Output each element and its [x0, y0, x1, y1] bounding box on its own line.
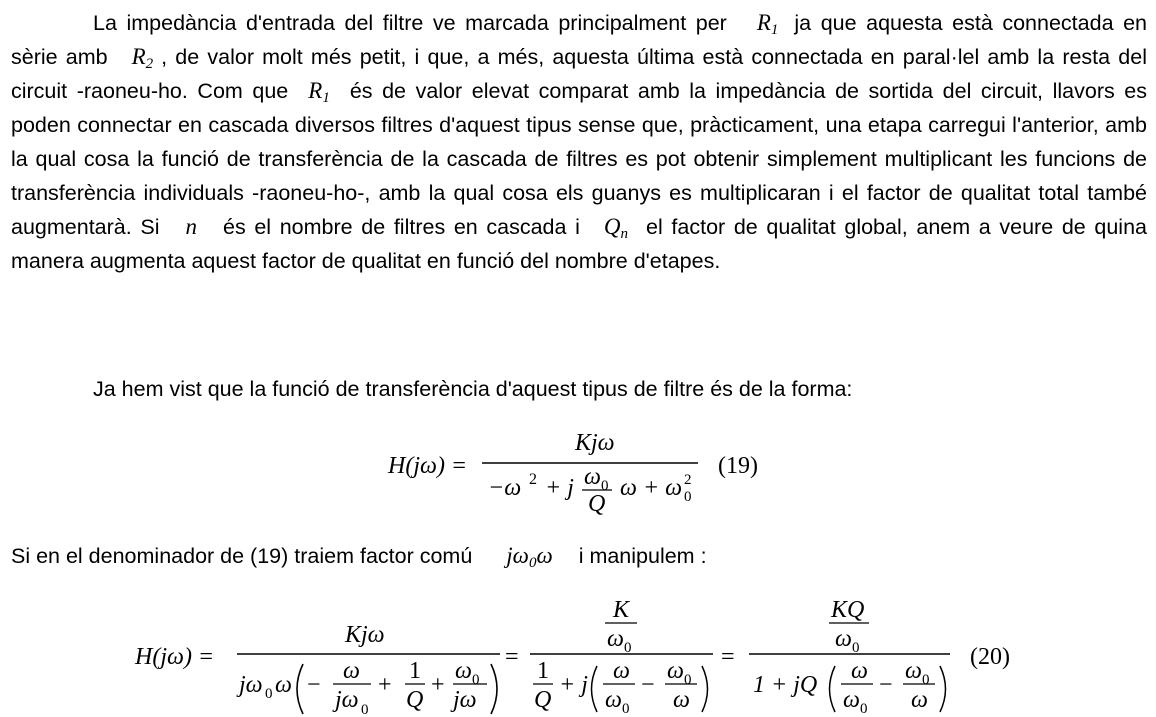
eq20-right-paren [491, 664, 497, 714]
math-r2: $R_2$ [131, 44, 154, 72]
equation-19 [380, 418, 780, 518]
svg-text:ω: ω [851, 658, 868, 684]
svg-text:−: − [879, 672, 893, 698]
svg-text:=: = [721, 644, 735, 670]
svg-text:1: 1 [537, 658, 549, 684]
svg-text:2: 2 [684, 472, 692, 488]
svg-text:ω: ω [584, 464, 601, 490]
svg-text:0: 0 [601, 478, 609, 494]
svg-text:−: − [307, 672, 321, 698]
svg-text:0: 0 [622, 701, 630, 717]
svg-text:ω + ω: ω + ω [620, 475, 683, 501]
eq20-lhs: H(jω) = [135, 644, 215, 670]
svg-text:+: + [378, 672, 392, 698]
svg-text:0: 0 [684, 672, 692, 688]
svg-text:0: 0 [922, 672, 930, 688]
svg-text:0: 0 [472, 672, 480, 688]
svg-text:1: 1 [409, 658, 421, 684]
svg-text:Kjω: Kjω [345, 622, 385, 648]
svg-text:KQ: KQ [831, 597, 865, 623]
math-n: n [185, 214, 197, 239]
svg-text:Q: Q [534, 687, 552, 713]
svg-text:ω: ω [911, 687, 928, 713]
svg-text:ω: ω [275, 672, 292, 698]
eq20-left-paren [297, 664, 303, 714]
svg-text:jω: jω [453, 687, 477, 713]
svg-text:0: 0 [265, 686, 273, 702]
svg-text:2: 2 [529, 471, 537, 488]
svg-text:+: + [431, 672, 445, 698]
svg-text:ω: ω [673, 687, 690, 713]
svg-text:0: 0 [624, 640, 632, 656]
svg-text:−: − [641, 672, 655, 698]
svg-text:0: 0 [684, 489, 692, 505]
eq19-numerator: Kjω [575, 430, 615, 456]
eq19-lhs: H(jω) = [388, 453, 468, 479]
svg-text:+ j: + j [545, 475, 574, 501]
svg-text:0: 0 [361, 702, 369, 717]
eq20-number: (20) [970, 644, 1010, 670]
svg-text:+ j: + j [559, 672, 588, 698]
svg-text:Q: Q [406, 687, 424, 713]
svg-text:ω: ω [835, 626, 852, 652]
svg-text:Q: Q [588, 491, 606, 517]
svg-text:=: = [505, 644, 519, 670]
svg-text:ω: ω [607, 626, 624, 652]
paragraph-transfer-intro: Ja hem vist que la funció de transferència d'aquest tipus de filtre és de la forma: [93, 377, 853, 401]
svg-text:ω: ω [667, 658, 684, 684]
svg-text:1 + jQ: 1 + jQ [753, 672, 818, 698]
paragraph-factor: Si en el denominador de (19) traiem factor comú $j\omega_0\omega$ i manipulem : [11, 543, 707, 571]
svg-text:0: 0 [852, 640, 860, 656]
equation-20 [135, 590, 1035, 717]
eq19-number: (19) [718, 453, 758, 479]
svg-text:K: K [613, 597, 630, 623]
svg-text:ω: ω [605, 687, 622, 713]
svg-text:ω: ω [343, 658, 360, 684]
paragraph-impedance: La impedància d'entrada del filtre ve marcada principalment per $R_1$ ja que aquesta està connectada en sèrie amb $R_2$ , de valor molt més petit, i que, a més, aquesta última està connectada en paral·lel amb la resta del circuit -raoneu-ho. Com que $R_1$ és de valor elevat comparat amb la impedància de sortida del circuit, llavors es poden connectar en cascada diversos filtres d'aquest tipus sense que, pràcticament, una etapa carregui l'anterior, amb la qual cosa la funció de transferència de la cascada de filtres es pot obtenir simplement multiplicant les funcions de transferència individuals -raoneu-ho-, amb la qual cosa els guanys es multiplicaran i el factor de qualitat total també augmentarà. Si n és el nombre de filtres en cascada i $Q_n$ el factor de qualitat global, anem a veure de quina manera augmenta aquest factor de qualitat en funció del nombre d'etapes. [11, 10, 1147, 273]
svg-text:ω: ω [455, 658, 472, 684]
svg-text:jω: jω [335, 687, 359, 713]
svg-text:ω: ω [843, 687, 860, 713]
svg-text:jω: jω [239, 672, 263, 698]
math-jw0w: $j\omega_0\omega$ [506, 543, 553, 571]
eq19-den-a: −ω [488, 475, 522, 501]
svg-text:ω: ω [613, 658, 630, 684]
math-r1-second: $R_1$ [308, 78, 330, 106]
math-r1: $R_1$ [756, 10, 779, 38]
math-qn: $Q_n$ [603, 214, 629, 242]
svg-text:ω: ω [905, 658, 922, 684]
svg-text:0: 0 [860, 701, 868, 717]
